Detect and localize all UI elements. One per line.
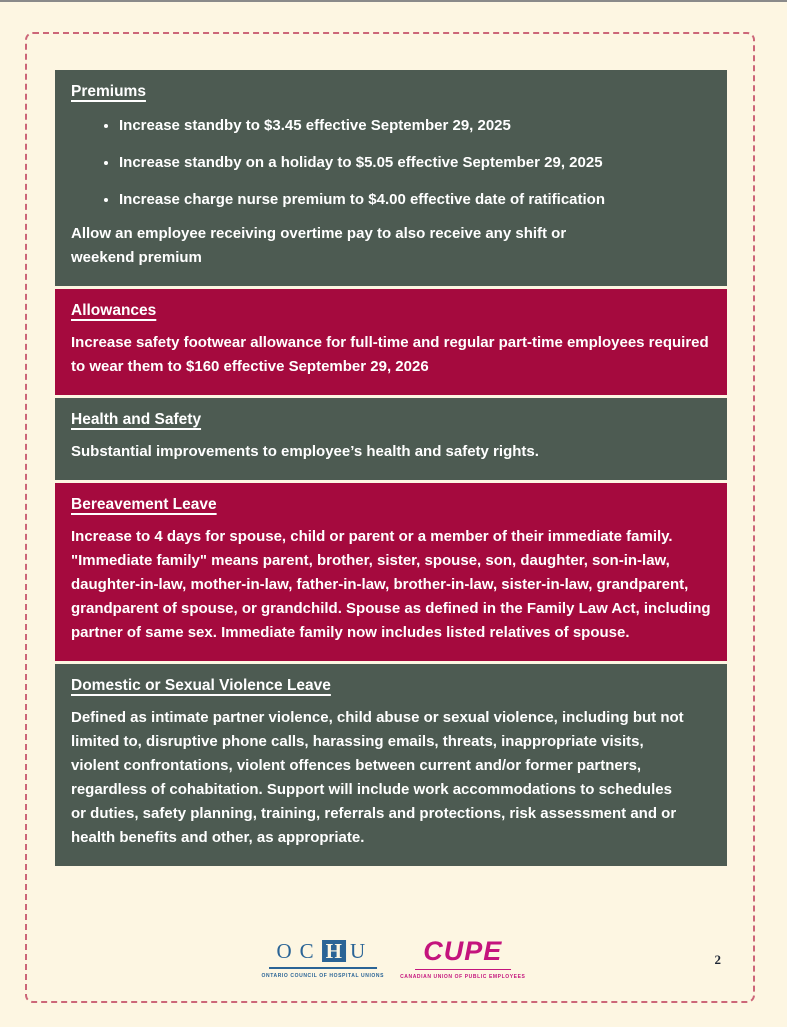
section-heading: Health and Safety	[71, 411, 202, 428]
ochu-letter-c: C	[299, 939, 318, 963]
union-logos	[262, 938, 526, 980]
ochu-letter-u: U	[349, 939, 370, 963]
page-footer	[0, 938, 787, 992]
section-domestic-or-sexual-violence-leave	[55, 664, 727, 866]
page-number: 2	[714, 952, 721, 967]
section-allowances	[55, 289, 727, 395]
cupe-logo	[400, 938, 525, 980]
ochu-logo	[262, 938, 385, 979]
section-paragraph: Defined as intimate partner violence, child abuse or sexual violence, including but not limited to, disruptive phone calls, harassing emails, threats, inappropriate visits, violent confrontations, violent offences between current and/or former partners, regardless of cohabitation. Support will include work accommodations to schedules or duties, safety planning, training, referrals and protections, risk assessment and or health benefits and other, as appropriate.	[71, 709, 684, 846]
cupe-wordmark: CUPE	[423, 936, 503, 966]
bullet-item: • Increase standby to $3.45 effective September 29, 2025	[119, 114, 713, 138]
section-heading: Premiums	[71, 83, 146, 100]
section-bereavement-leave	[55, 483, 727, 661]
bullet-item: • Increase charge nurse premium to $4.00 effective date of ratification	[119, 188, 713, 212]
ochu-letter-o: O	[276, 939, 296, 963]
section-heading: Domestic or Sexual Violence Leave	[71, 677, 331, 694]
ochu-letter-h-boxed: H	[322, 940, 346, 962]
bullet-list	[71, 114, 713, 212]
content-area	[55, 70, 727, 869]
cupe-tagline: CANADIAN UNION OF PUBLIC EMPLOYEES	[400, 974, 526, 980]
section-premiums	[55, 70, 727, 286]
section-paragraph: Increase to 4 days for spouse, child or parent or a member of their immediate family. "Immediate family" means parent, brother, sister, spouse, son, daughter, son-in-law, daughter-in-law, mother-in-law, father-in-law, brother-in-law, sister-in-law, grandparent, grandparent of spouse, or grandchild. Spouse as defined in the Family Law Act, including partner of same sex. Immediate family now includes listed relatives of spouse.	[71, 528, 711, 641]
ochu-underline	[269, 967, 377, 969]
window-top-edge	[0, 0, 787, 2]
bullet-item: • Increase standby on a holiday to $5.05 effective September 29, 2025	[119, 151, 713, 175]
ochu-wordmark	[276, 938, 369, 964]
ochu-tagline: ONTARIO COUNCIL OF HOSPITAL UNIONS	[261, 973, 385, 979]
section-heading: Allowances	[71, 302, 157, 319]
cupe-underline	[415, 969, 511, 970]
section-health-and-safety	[55, 398, 727, 480]
section-paragraph: Substantial improvements to employee’s health and safety rights.	[71, 443, 539, 460]
section-paragraph: Increase safety footwear allowance for full-time and regular part-time employees required to wear them to $160 effective September 29, 2026	[71, 334, 709, 375]
section-paragraph: Allow an employee receiving overtime pay to also receive any shift or weekend premium	[71, 225, 567, 266]
section-heading: Bereavement Leave	[71, 496, 217, 513]
